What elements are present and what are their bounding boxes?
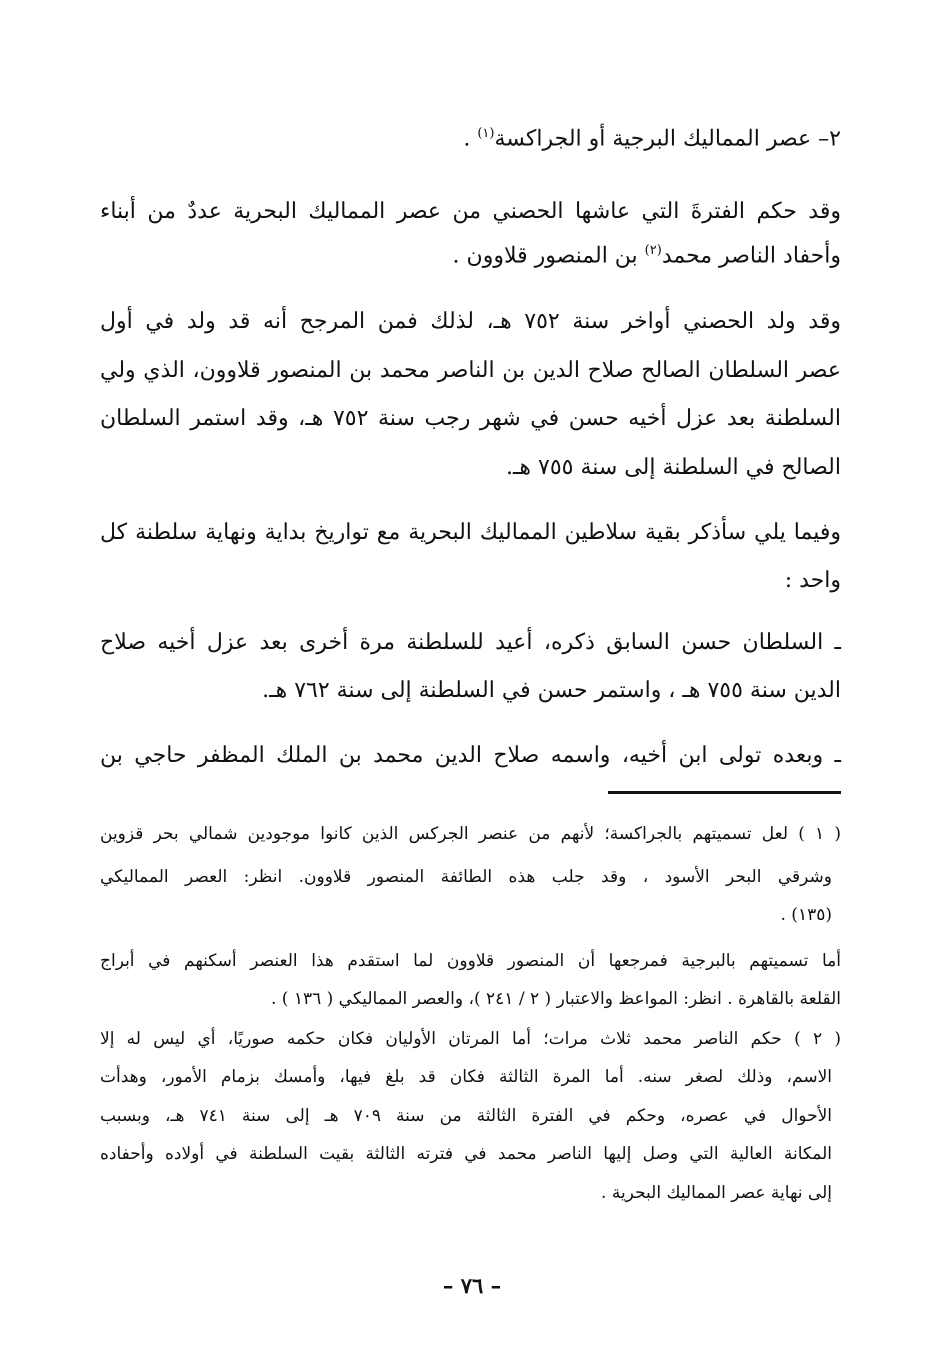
footnote-1-line-3: (١٣٥) .: [780, 905, 832, 925]
footnote-2-line-3: الأحوال في عصره، وحكم في الفترة الثالثة من سنة ٧٠٩ هـ إلى سنة ٧٤١ هـ، وبسبب: [100, 1106, 833, 1126]
footnote-1-continued-line-1: أما تسميتهم بالبرجية فمرجعها أن المنصور قلاوون لما استقدم هذا العنصر أسكنهم في أبراج: [100, 951, 841, 971]
section-heading-text: ٢– عصر المماليك البرجية أو الجراكسة: [494, 126, 841, 152]
footnote-reference-1: (١): [477, 126, 495, 141]
footnote-separator: [608, 791, 841, 794]
paragraph-1-line-2: [453, 244, 841, 267]
footnote-2-line-5: إلى نهاية عصر المماليك البحرية .: [601, 1183, 832, 1203]
paragraph-3-line-2: واحد :: [784, 568, 841, 593]
paragraph-5-line-1: ـ وبعده تولى ابن أخيه، واسمه صلاح الدين محمد بن الملك المظفر حاجي بن: [100, 743, 841, 768]
paragraph-4-line-2: الدين سنة ٧٥٥ هـ ، واستمر حسن في السلطنة إلى سنة ٧٦٢ هـ.: [262, 678, 841, 703]
footnote-2-line-4: المكانة العالية التي وصل إليها الناصر محمد في فترته الثالثة بقيت السلطنة في أولاده وأحفاده: [100, 1144, 832, 1164]
footnote-1-line-2: وشرقي البحر الأسود ، وقد جلب هذه الطائفة المنصور قلاوون. انظر: العصر المماليكي: [100, 867, 832, 887]
paragraph-2-line-4: الصالح في السلطنة إلى سنة ٧٥٥ هـ.: [505, 455, 841, 480]
footnote-1-line-1: ( ١ ) لعل تسميتهم بالجراكسة؛ لأنهم من عنصر الجركس الذين كانوا موجودين شمالي بحر قزوين: [100, 824, 841, 844]
paragraph-1-line-2-start: وأحفاد الناصر محمد: [661, 243, 841, 269]
footnote-reference-2: (٢): [644, 243, 662, 258]
paragraph-3-line-1: وفيما يلي سأذكر بقية سلاطين المماليك البحرية مع تواريخ بداية ونهاية سلطنة كل: [100, 520, 841, 545]
paragraph-2-line-2: عصر السلطان الصالح صلاح الدين بن الناصر محمد بن المنصور قلاوون، الذي ولي: [100, 358, 841, 383]
paragraph-2-line-3: السلطنة بعد عزل أخيه حسن في شهر رجب سنة ٧٥٢ هـ، وقد استمر السلطان: [100, 406, 842, 431]
paragraph-2-line-1: وقد ولد الحصني أواخر سنة ٧٥٢ هـ، لذلك فمن المرجح أنه قد ولد في أول: [100, 309, 841, 334]
footnote-2-line-2: الاسم، وذلك لصغر سنه. أما المرة الثالثة فكان قد بلغ فيها، وأمسك بزمام الأمور، وهدأت: [100, 1067, 832, 1087]
section-heading: [463, 127, 841, 150]
paragraph-1-line-1: وقد حكم الفترةَ التي عاشها الحصني من عصر المماليك البحرية عددٌ من أبناء: [100, 199, 841, 224]
page-number: – ٧٦ –: [442, 1273, 502, 1298]
footnote-2-line-1: ( ٢ ) حكم الناصر محمد ثلاث مرات؛ أما المرتان الأوليان فكان حكمه صوريًا، أي ليس له إلا: [100, 1029, 841, 1049]
footnote-1-continued-line-2: القلعة بالقاهرة . انظر: المواعظ والاعتبار ( ٢ / ٢٤١ )، والعصر المماليكي ( ١٣٦ ) .: [270, 989, 841, 1009]
section-heading-end: .: [463, 126, 478, 152]
paragraph-1-line-2-end: بن المنصور قلاوون .: [452, 243, 645, 269]
paragraph-4-line-1: ـ السلطان حسن السابق ذكره، أعيد للسلطنة مرة أخرى بعد عزل أخيه صلاح: [100, 630, 841, 655]
